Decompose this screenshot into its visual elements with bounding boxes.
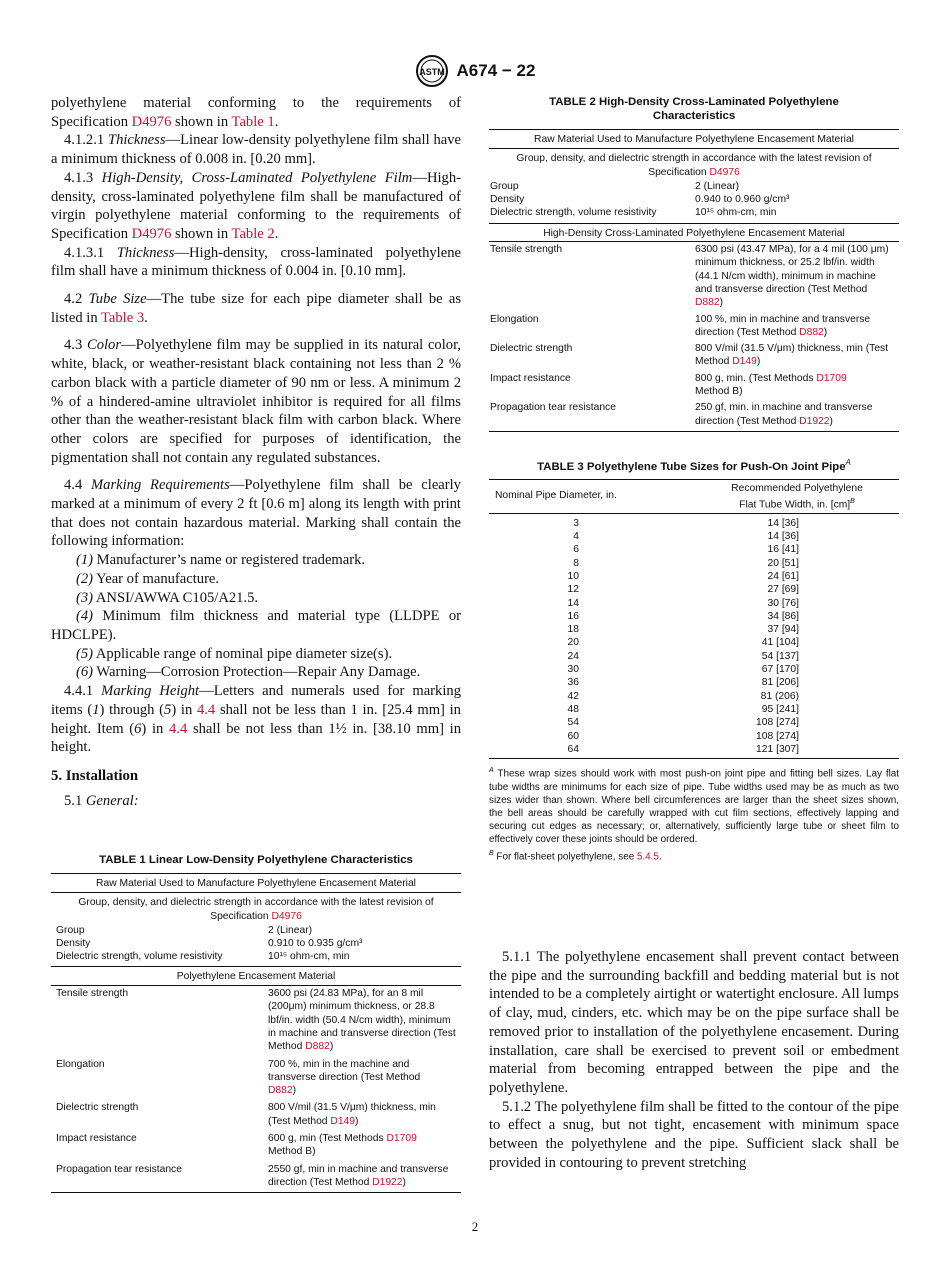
table-row	[489, 597, 899, 610]
tube-width: 81 [206]	[761, 677, 799, 689]
right-column	[489, 948, 899, 1172]
link-d4976[interactable]: D4976	[271, 910, 302, 922]
col-header: Nominal Pipe Diameter, in.	[495, 489, 617, 501]
pipe-diameter: 14	[567, 597, 579, 609]
left-column	[51, 94, 461, 810]
paragraph: 5.1.1 The polyethylene encasement shall prevent contact between the pipe and the surrounding backfill and bedding material but is not intended to be a completely airtight or watertight enclosure. All lumps of clay, mud, cinders, etc. which may be on the pipe surface shall be removed prior to installation of the polyethylene encasement. During installation, care shall be exercised to prevent soil or embedment material from becoming entrapped between the pipe and the polyethylene.	[489, 949, 899, 1096]
table-row: Impact resistance 800 g, min. (Test Methods D1709 Method B)	[490, 372, 847, 398]
link-d4976[interactable]: D4976	[131, 113, 172, 130]
link-4-4[interactable]: 4.4	[169, 720, 188, 737]
pipe-diameter: 64	[567, 743, 579, 755]
tube-width: 108 [274]	[756, 717, 799, 729]
link-d1922[interactable]: D1922	[372, 1176, 403, 1188]
table-row: Density 0.940 to 0.960 g/cm³	[490, 194, 790, 206]
table-title: TABLE 2 High-Density Cross-Laminated Polyethylene Characteristics	[549, 96, 839, 122]
footnote-a: $^A$ These wrap sizes should work with most push-on joint pipe and fitting bell sizes. Lay flat tube widths are minimums for each size of pipe. Tube widths used may be as much as two sizes wider than shown. Where bell circumferences are larger than the sheet sizes shown, the bell areas should be carefully wrapped with cut film sections, effectively lapping and securing cut edges as necessary; or, alternatively, sufficiently large tube or sheet film to effectively cover these joints should be ordered.	[489, 767, 899, 846]
table-row	[489, 623, 899, 636]
table-row: Elongation 700 %, min in the machine and transverse direction (Test Method D882)	[56, 1058, 421, 1097]
section-heading: 5. Installation	[51, 767, 139, 784]
svg-text:ASTM: ASTM	[418, 67, 445, 77]
tube-width: 81 (206)	[760, 690, 799, 702]
link-5-4-5[interactable]: 5.4.5	[636, 850, 659, 862]
table-row	[489, 557, 899, 570]
pipe-diameter: 30	[567, 664, 579, 676]
pipe-diameter: 10	[567, 571, 579, 582]
table-row	[489, 716, 899, 729]
paragraph: 4.3 Color—Polyethylene film may be supplied in its natural color, white, black, or weather-resistant black containing not less than 2 % carbon black with a particle diameter of 90 nm or less. A minimum 2 % of a hindered-amine ultraviolet inhibitor is required for all films other than the weather-resistant black film with carbon black. Where other colors are specified for purposes of identification, the pigmentation shall not contain any regulated substances.	[51, 337, 462, 466]
link-d1709[interactable]: D1709	[816, 372, 847, 384]
table-row	[489, 703, 899, 716]
page-header	[0, 54, 950, 88]
tube-width: 67 [170]	[761, 664, 799, 676]
table-row	[489, 676, 899, 689]
paragraph: 4.1.2.1 Thickness—Linear low-density polyethylene film shall have a minimum thickness of 0.008 in. [0.20 mm].	[51, 132, 461, 168]
tube-width: 108 [274]	[756, 730, 799, 742]
table-head: Raw Material Used to Manufacture Polyethylene Encasement Material	[96, 878, 416, 889]
table-row: Propagation tear resistance 250 gf, min. in machine and transverse direction (Test Method D1922)	[490, 402, 873, 427]
footnote-b: $^B$ For flat-sheet polyethylene, see 5.4.5.	[489, 849, 662, 862]
pipe-diameter: 42	[567, 690, 579, 702]
table-header-row	[489, 480, 899, 513]
table-title: TABLE 1 Linear Low-Density Polyethylene Characteristics	[99, 854, 413, 866]
table-row	[489, 636, 899, 649]
list-item: (6) Warning—Corrosion Protection—Repair Any Damage.	[76, 664, 421, 681]
link-d149[interactable]: D149	[732, 356, 757, 368]
tube-width: 16 [41]	[767, 544, 799, 556]
table-row	[489, 663, 899, 676]
pipe-diameter: 16	[567, 610, 579, 622]
pipe-diameter: 18	[567, 624, 579, 636]
col-header: Recommended Polyethylene Flat Tube Width, in. [cm]$^B$	[731, 482, 863, 511]
table-row	[489, 583, 899, 596]
table-row	[489, 743, 899, 756]
table-head: Polyethylene Encasement Material	[176, 970, 336, 982]
link-d4976[interactable]: D4976	[709, 166, 740, 178]
doc-code: A674 − 22	[456, 61, 536, 80]
tube-width: 30 [76]	[767, 597, 799, 609]
link-table3[interactable]: Table 3	[101, 309, 145, 326]
paragraph: 4.4 Marking Requirements—Polyethylene film shall be clearly marked at a minimum of every 2 ft [0.6 m] along its length with print that does not contain hazardous material. Marking shall contain the following information:	[51, 477, 461, 550]
table-row	[489, 730, 899, 743]
table-row: Tensile strength 3600 psi (24.83 MPa), for an 8 mil (200μm) minimum thickness, or 28.8 lbf/in. width (50.4 N/cm width), minimum in machine and transverse direction (Test Method D882)	[56, 988, 456, 1053]
table-row	[489, 690, 899, 703]
table-2	[489, 95, 899, 432]
table-row: Dielectric strength 800 V/mil (31.5 V/μm) thickness, min (Test Method D149)	[56, 1102, 436, 1127]
table-title: TABLE 3 Polyethylene Tube Sizes for Push-On Joint Pipe$^A$	[537, 458, 851, 473]
tube-width: 54 [137]	[761, 650, 799, 662]
table-row	[489, 610, 899, 623]
tube-width: 37 [94]	[767, 624, 799, 636]
table-subhead: Group, density, and dielectric strength in accordance with the latest revision of Specification D4976	[78, 897, 434, 922]
paragraph: 5.1 General:	[64, 792, 139, 809]
pipe-diameter: 24	[567, 650, 579, 662]
list-item: (5) Applicable range of nominal pipe diameter size(s).	[76, 645, 393, 662]
table-row: Dielectric strength 800 V/mil (31.5 V/μm) thickness, min (Test Method D149)	[490, 343, 889, 368]
table-1	[51, 853, 461, 1193]
pipe-diameter: 54	[567, 717, 579, 729]
paragraph: 4.4.1 Marking Height—Letters and numerals used for marking items (1) through (5) in 4.4 shall not be less than 1 in. [25.4 mm] in height. Item (6) in 4.4 shall be not less than 1½ in. [38.10 mm] in height.	[51, 683, 461, 756]
table-row	[489, 543, 899, 556]
table-row	[489, 650, 899, 663]
link-d882[interactable]: D882	[268, 1085, 293, 1097]
table-row: Propagation tear resistance 2550 gf, min in machine and transverse direction (Test Method D1922)	[56, 1163, 449, 1188]
pipe-diameter: 12	[567, 584, 579, 596]
pipe-diameter: 20	[567, 637, 579, 649]
pipe-diameter: 6	[573, 544, 579, 556]
tube-width: 27 [69]	[767, 584, 799, 596]
list-item: (2) Year of manufacture.	[76, 570, 220, 587]
pipe-diameter: 8	[573, 557, 579, 569]
link-4-4[interactable]: 4.4	[196, 701, 216, 718]
paragraph: polyethylene material conforming to the requirements of Specification D4976 shown in Table 1.	[51, 95, 461, 130]
table-row: Dielectric strength, volume resistivity 10¹⁵ ohm-cm, min	[490, 207, 777, 219]
tube-width: 14 [36]	[767, 517, 799, 529]
link-d882[interactable]: D882	[799, 326, 824, 338]
paragraph: 4.1.3.1 Thickness—High-density, cross-laminated polyethylene film shall have a minimum thickness of 0.004 in. [0.10 mm].	[51, 244, 461, 280]
table-row: Density 0.910 to 0.935 g/cm³	[56, 938, 363, 950]
list-item: (1) Manufacturer’s name or registered trademark.	[76, 552, 366, 569]
table-row: Group 2 (Linear)	[56, 924, 313, 936]
tube-width: 20 [51]	[767, 557, 799, 569]
pipe-diameter: 48	[567, 703, 579, 715]
page-number: 2	[471, 1219, 479, 1234]
link-d4976[interactable]: D4976	[131, 225, 172, 242]
table-head: High-Density Cross-Laminated Polyethylene Encasement Material	[543, 227, 845, 239]
link-table2[interactable]: Table 2	[231, 225, 275, 242]
tube-width: 34 [86]	[767, 610, 799, 622]
list-item: (3) ANSI/AWWA C105/A21.5.	[76, 589, 259, 606]
table-head: Raw Material Used to Manufacture Polyethylene Encasement Material	[534, 134, 854, 145]
table-row: Group 2 (Linear)	[490, 180, 740, 192]
table-row	[489, 517, 899, 530]
tube-width: 95 [241]	[761, 703, 799, 715]
pipe-diameter: 60	[567, 730, 579, 742]
table-row	[489, 530, 899, 543]
link-d1709[interactable]: D1709	[386, 1133, 417, 1145]
tube-width: 121 [307]	[756, 743, 799, 755]
link-d882[interactable]: D882	[305, 1041, 330, 1053]
paragraph: 4.2 Tube Size—The tube size for each pipe diameter shall be as listed in Table 3.	[51, 291, 462, 326]
table-row: Dielectric strength, volume resistivity 10¹⁵ ohm-cm, min	[56, 951, 350, 963]
table-row: Elongation 100 %, min in machine and transverse direction (Test Method D882)	[490, 313, 871, 338]
link-d882[interactable]: D882	[695, 297, 720, 309]
tube-width: 24 [61]	[767, 571, 799, 582]
pipe-diameter: 3	[573, 517, 579, 529]
list-item: (4) Minimum film thickness and material type (LLDPE or HDCLPE).	[51, 608, 461, 643]
tube-width: 41 [104]	[761, 637, 799, 649]
table-row: Impact resistance 600 g, min (Test Methods D1709 Method B)	[56, 1133, 417, 1158]
table-row	[489, 570, 899, 583]
paragraph: 4.1.3 High-Density, Cross-Laminated Polyethylene Film—High-density, cross-laminated polyethylene film shall be manufactured of virgin polyethylene material conforming to the requirements of Specification D4976 shown in Table 2.	[51, 169, 461, 242]
link-d1922[interactable]: D1922	[799, 415, 830, 427]
table-subhead: Group, density, and dielectric strength in accordance with the latest revision of Specification D4976	[516, 153, 872, 178]
table-row: Tensile strength 6300 psi (43.47 MPa), for a 4 mil (100 μm) minimum thickness, or 25.2 lbf/in. width (44.1 N/cm width), minimum in machine and transverse direction (Test Method D882)	[490, 244, 889, 309]
pipe-diameter: 36	[567, 677, 579, 689]
astm-logo-icon	[415, 54, 449, 88]
table-body	[489, 514, 899, 758]
tube-width: 14 [36]	[767, 531, 799, 543]
pipe-diameter: 4	[573, 531, 579, 543]
link-d149[interactable]: D149	[330, 1115, 356, 1127]
link-table1[interactable]: Table 1	[231, 113, 275, 130]
table-3	[489, 456, 899, 863]
paragraph: 5.1.2 The polyethylene film shall be fitted to the contour of the pipe to effect a snug, but not tight, encasement with minimum space between the polyethylene and the pipe. Sufficient slack shall be provided in contouring to prevent stretching	[489, 1098, 899, 1171]
